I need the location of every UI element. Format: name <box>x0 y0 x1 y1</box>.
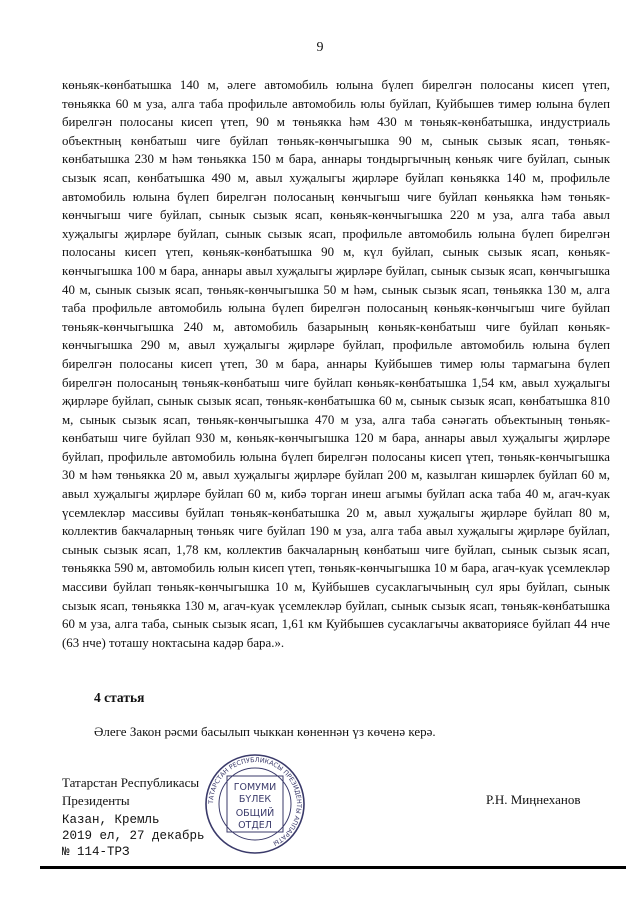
signer-position-line2: Президенты <box>62 793 130 808</box>
article-text: Әлеге Закон рәсми басылып чыккан көненнән үз көченә керә. <box>94 724 436 739</box>
seal-line2: БҮЛЕК <box>238 794 272 805</box>
seal-outer-text: ТАТАРСТАН РЕСПУБЛИКАСЫ ПРЕЗИДЕНТЫ АППАРАТЫ <box>206 755 304 848</box>
seal-line1: ГОМУМИ <box>233 782 277 793</box>
footer-rule <box>40 866 626 869</box>
signer-position-line1: Татарстан Республикасы <box>62 775 200 790</box>
article-heading: 4 статья <box>94 690 145 705</box>
official-seal-stamp <box>203 752 307 856</box>
signer-name: Р.Н. Миңнеханов <box>486 792 581 807</box>
law-number: № 114-ТРЗ <box>62 845 130 859</box>
signature-meta <box>62 812 205 860</box>
seal-line4: ОТДЕЛ <box>238 820 272 831</box>
signing-date: 2019 ел, 27 декабрь <box>62 829 205 843</box>
article-body-text: көньяк-көнбатышка 140 м, әлеге автомобиль юлына бүлеп бирелгән полосаны кисеп үтеп, төньякка 60 м уза, алга таба профильле автомобиль юлы буйлап, Куйбышев тимер юлына бүлеп бирелгән полосаны кисеп үтеп, 90 м төньякка һәм 430 м төньяк-көнбатышка, индустриаль объектның көнбатыш чиге буйлап төньяк-көнчыгышка 90 м, сынык сызык ясап, төньяк-көнбатышка 230 м һәм төньякка 150 м бара, аннары тондыргычның көньяк чиге буйлап, сынык сызык ясап, көнбатышка 490 м, авыл хуҗалыгы җирләре буйлап көньякка 140 м, профильле автомобиль юлына бүлеп бирелгән полосаның көнчыгыш чиге буйлап көньякка һәм төньяк-көнчыгыш чиге буйлап, сынык сызык ясап, көньяк-көнчыгышка 220 м уза, алга таба авыл хуҗалыгы җирләре буйлап, сынык сызык ясап, профильле автомобиль юлына бүлеп бирелгән полосаны кисеп үтеп, көньяк-көнбатышка 90 м, күл буйлап, сынык сызык ясап, көньяк-көнчыгышка 100 м бара, аннары авыл хуҗалыгы җирләре буйлап, сынык сызык ясап, көнчыгышка 40 м, сынык сызык ясап, төньяк-көнчыгышка 50 м һәм, сынык сызык ясап, төньякка 130 м, алга таба профильле автомобиль юлына бүлеп бирелгән полосаның көньяк-көнчыгыш чиге буйлап төньяк-көнчыгышка 240 м, автомобиль базарының көньяк-көнбатыш чиге буйлап көньяк-көнчыгышка 290 м, авыл хуҗалыгы җирләре буйлап, профильле автомобиль юлына бүлеп бирелгән полосаны кисеп үтеп, 30 м бара, аннары Куйбышев тимер юлы тармагына бүлеп бирелгән полосаның төньяк-көнбатыш чиге буйлап көньяк-көнбатышка 1,54 км, авыл хуҗалыгы җирләре буйлап, сынык сызык ясап, төньяк-көнбатышка 60 м, сынык сызык ясап, көнбатышка 810 м, сынык сызык ясап, төньяк-көнчыгышка 470 м уза, алга таба сәнәгать объектының төньяк-көнбатыш чиге буйлап 930 м, көньяк-көнчыгышка 120 м бара, аннары авыл хуҗалыгы җирләре буйлап, профильле автомобиль юлына бүлеп бирелгән полосаны кисеп үтеп, төньяк-көнчыгышка 30 м һәм төньякка 20 м, авыл хуҗалыгы җирләре буйлап 200 м, казылган кишәрлек буйлап 60 м, авыл хуҗалыгы җирләре буйлап 60 м, кибә торган инеш агымы буйлап аска таба 40 м, агач-куак үсемлекләр массивы буйлап төньяк-көнбатышка 20 м, авыл хуҗалыгы җирләре буйлап 80 м, коллектив бакчаларның төньяк чиге буйлап 190 м уза, алга таба авыл хуҗалыгы җирләре буйлап, сынык сызык ясап, 1,78 км, коллектив бакчаларның көнбатыш чиге буйлап, сынык сызык ясап, төньякка 590 м, автомобиль юлын кисеп үтеп, төньяк-көнчыгышка 10 м бара, агач-куак үсемлекләр массиви буйлап төньяк-көнчыгышка 10 м, Куйбышев сусаклагычының сул яры буйлап, сынык сызык ясап, төньякка 130 м, агач-куак үсемлекләр буйлап, сынык сызык ясап, төньяк-көнбатышка 60 м уза, алга таба, сынык сызык ясап, 1,61 км Куйбышев сусаклагычы акваториясе буйлап 44 нче (63 нче) тоташу ноктасына кадәр бара.». <box>62 78 610 650</box>
signature-block <box>62 774 199 810</box>
page-number: 9 <box>316 40 324 55</box>
signing-place: Казан, Кремль <box>62 813 160 827</box>
seal-line3: ОБЩИЙ <box>235 808 275 819</box>
